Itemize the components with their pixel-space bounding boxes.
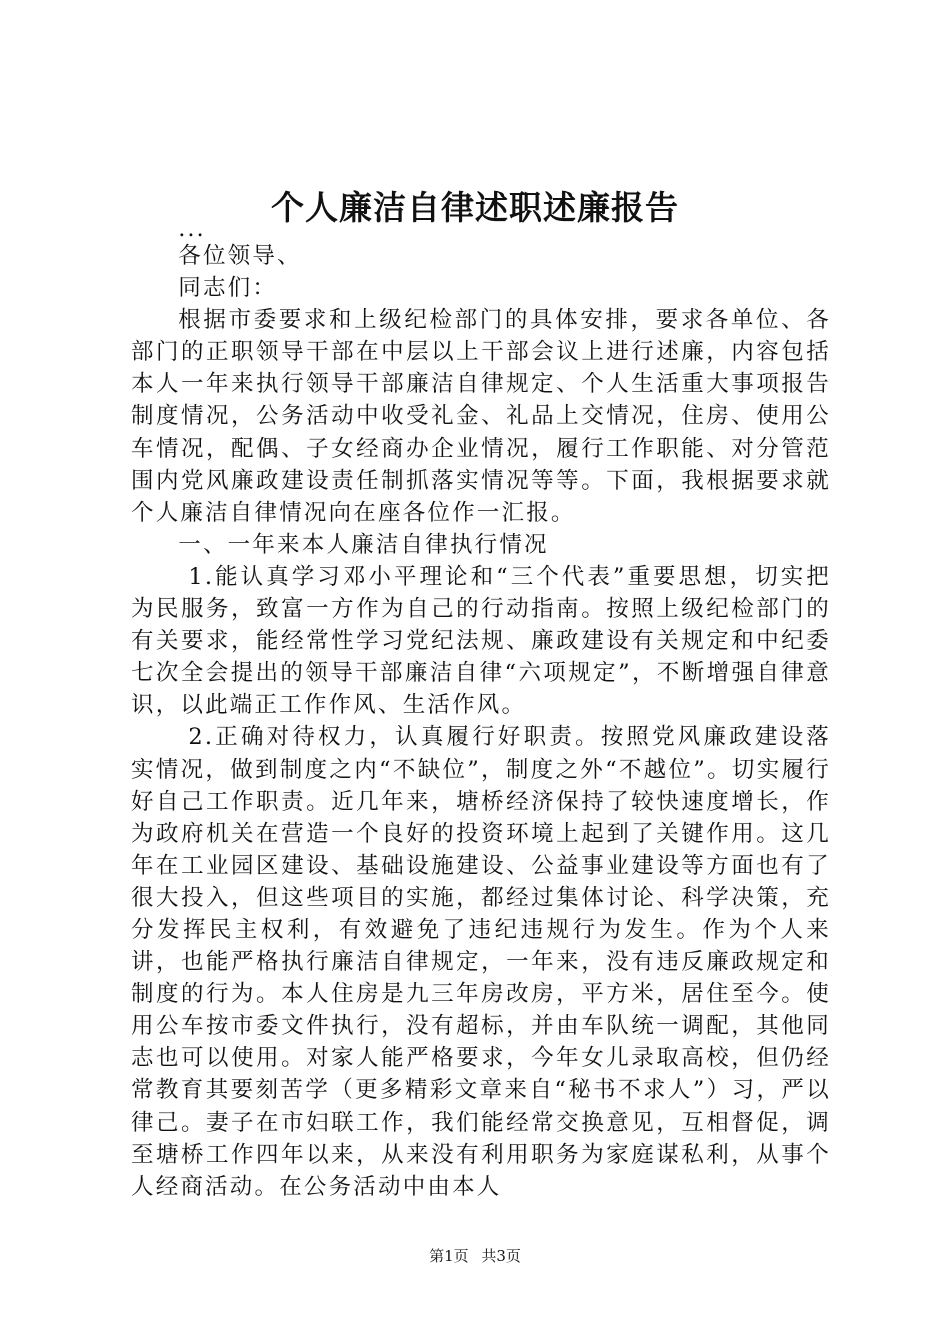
- ellipsis-line: ...: [178, 216, 206, 242]
- intro-paragraph: 根据市委要求和上级纪检部门的具体安排，要求各单位、各部门的正职领导干部在中层以上干部会议上进行述廉，内容包括本人一年来执行领导干部廉洁自律规定、个人生活重大事项报告制度情况，公务活动中收受礼金、礼品上交情况，住房、使用公车情况，配偶、子女经商办企业情况，履行工作职能、对分管范围内党风廉政建设责任制抓落实情况等等。下面，我根据要求就个人廉洁自律情况向在座各位作一汇报。: [131, 307, 831, 526]
- document-title: 个人廉洁自律述职述廉报告: [271, 188, 679, 227]
- salutation-comrades: 同志们：: [178, 275, 278, 302]
- page-footer: 第1页 共3页: [429, 1247, 521, 1265]
- item-1-paragraph: 1.能认真学习邓小平理论和“三个代表”重要思想，切实把为民服务，致富一方作为自己的行动指南。按照上级纪检部门的有关要求，能经常性学习党纪法规、廉政建设有关规定和中纪委七次全会提出的领导干部廉洁自律“六项规定”，不断增强自律意识，以此端正工作作风、生活作风。: [131, 563, 831, 719]
- section-heading: 一、一年来本人廉洁自律执行情况: [178, 531, 549, 558]
- document-body: [131, 218, 831, 1203]
- item-2-paragraph: 2.正确对待权力，认真履行好职责。按照党风廉政建设落实情况，做到制度之内“不缺位”，制度之外“不越位”。切实履行好自己工作职责。近几年来，塘桥经济保持了较快速度增长，作为政府机关在营造一个良好的投资环境上起到了关键作用。这几年在工业园区建设、基础设施建设、公益事业建设等方面也有了很大投入，但这些项目的实施，都经过集体讨论、科学决策，充分发挥民主权利，有效避免了违纪违规行为发生。作为个人来讲，也能严格执行廉洁自律规定，一年来，没有违反廉政规定和制度的行为。本人住房是九三年房改房，平方米，居住至今。使用公车按市委文件执行，没有超标，并由车队统一调配，其他同志也可以使用。对家人能严格要求，今年女儿录取高校，但仍经常教育其要刻苦学（更多精彩文章来自“秘书不求人”）习，严以律己。妻子在市妇联工作，我们能经常交换意见，互相督促，调至塘桥工作四年以来，从来没有利用职务为家庭谋私利，从事个人经商活动。在公务活动中由本人: [131, 724, 831, 1200]
- salutation-leaders: 各位领导、: [178, 243, 302, 269]
